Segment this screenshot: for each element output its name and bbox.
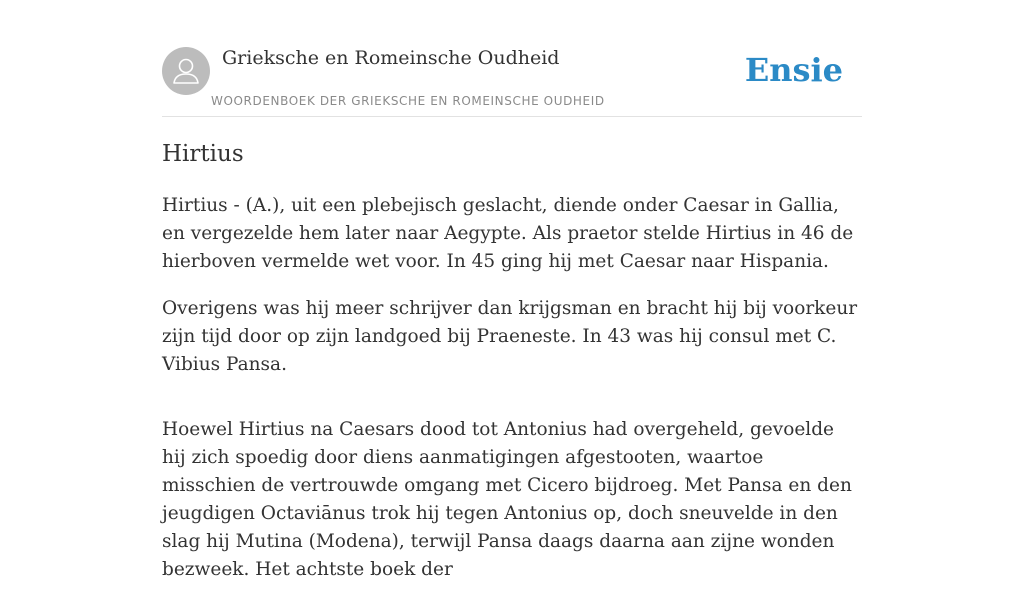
article-paragraph: Hirtius - (A.), uit een plebejisch geslacht, diende onder Caesar in Gallia, en vergezelde hem later naar Aegypte. Als praetor stelde Hirtius in 46 de hierboven vermelde wet voor. In 45 ging hij met Caesar naar Hispania. [162, 195, 854, 272]
ensie-logo[interactable]: Ensie [744, 51, 843, 89]
article-paragraph: Overigens was hij meer schrijver dan krijgsman en bracht hij bij voorkeur zijn tijd door op zijn landgoed bij Praeneste. In 43 was hij consul met C. Vibius Pansa. [162, 298, 858, 375]
source-header [162, 46, 862, 117]
article-paragraph: Hoewel Hirtius na Caesars dood tot Antonius had overgeheld, gevoelde hij zich spoedig door diens aanmatigingen afgestooten, waartoe misschien de vertrouwde omgang met Cicero bijdroeg. Met Pansa en den jeugdigen Octaviānus trok hij tegen Antonius op, doch sneuvelde in den slag hij Mutina (Modena), terwijl Pansa daags daarna aan zijne wonden bezweek. Het achtste boek der [162, 419, 852, 580]
article-title: Hirtius [162, 141, 244, 167]
source-title[interactable]: Grieksche en Romeinsche Oudheid [222, 47, 560, 69]
article-body [162, 192, 862, 603]
source-subtitle: WOORDENBOEK DER GRIEKSCHE EN ROMEINSCHE OUDHEID [211, 94, 605, 108]
user-silhouette-icon[interactable] [162, 47, 210, 95]
